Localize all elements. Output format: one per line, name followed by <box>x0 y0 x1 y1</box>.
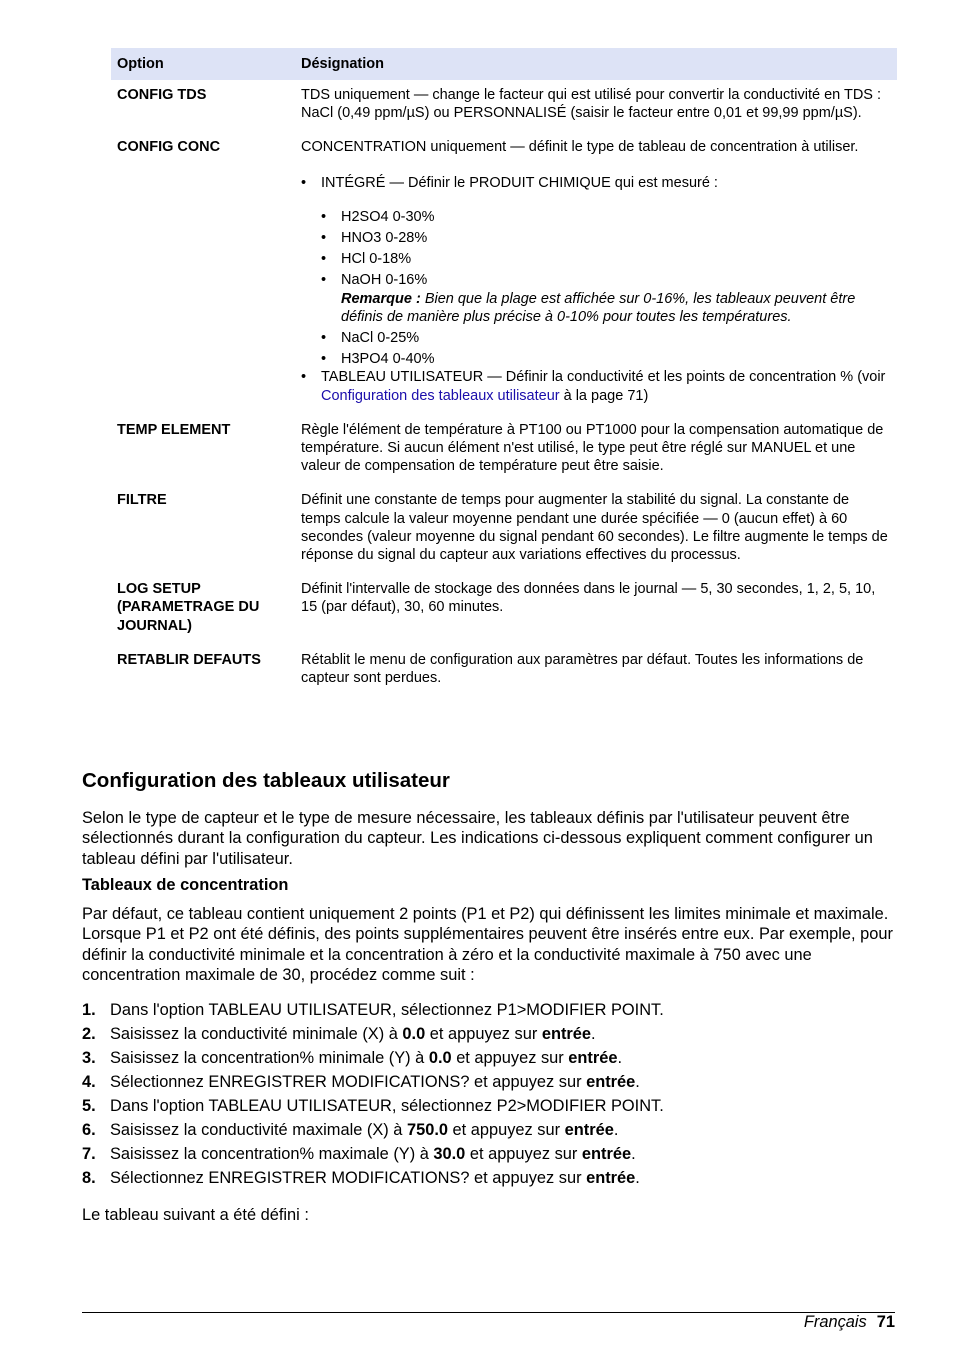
step-text: Saisissez la concentration% minimale (Y) à 0.0 et appuyez sur entrée. <box>110 1049 623 1067</box>
list-item: • HCl 0-18% <box>321 250 891 268</box>
chemical-list <box>321 208 891 369</box>
footer-language: Français <box>803 1313 867 1331</box>
concentration-options-list <box>301 174 891 405</box>
procedure-steps <box>82 1000 664 1192</box>
note <box>341 290 891 326</box>
step-text: Sélectionnez ENREGISTRER MODIFICATIONS? et appuyez sur entrée. <box>110 1169 640 1187</box>
option-description: TDS uniquement — change le facteur qui est utilisé pour convertir la conductivité en TDS : NaCl (0,49 ppm/µS) ou PERSONNALISÉ (saisir le facteur entre 0,01 et 99,99 ppm/µS). <box>301 87 882 122</box>
page-number: 71 <box>876 1313 895 1331</box>
option-name: CONFIG TDS <box>117 87 207 103</box>
section-title: Configuration des tableaux utilisateur <box>82 769 450 792</box>
step-number: 8. <box>82 1169 96 1187</box>
option-name: RETABLIR DEFAUTS <box>117 651 261 668</box>
table-row <box>111 574 897 645</box>
step-item <box>82 1096 664 1120</box>
note-label: Remarque : <box>341 290 421 307</box>
option-description: Définit l'intervalle de stockage des données dans le journal — 5, 30 secondes, 1, 2, 5, 10, 15 (par défaut), 30, 60 minutes. <box>301 581 876 616</box>
section-intro: Selon le type de capteur et le type de mesure nécessaire, les tableaux définis par l'utilisateur peuvent être sélectionnés durant la configuration du capteur. Les indications ci-dessous expliquent comment configurer un tableau défini par l'utilisateur. <box>82 809 873 868</box>
bullet-user-table-page: à la page 71) <box>559 387 649 404</box>
step-text: Dans l'option TABLEAU UTILISATEUR, sélectionnez P2>MODIFIER POINT. <box>110 1097 664 1115</box>
step-number: 4. <box>82 1073 96 1091</box>
step-number: 2. <box>82 1025 96 1043</box>
column-header-designation: Désignation <box>295 48 897 80</box>
table-row <box>111 485 897 574</box>
option-description: Règle l'élément de température à PT100 ou PT1000 pour la compensation automatique de température. Si aucun élément n'est utilisé, le type peut être réglé sur MANUEL et une valeur de compensation de température peut être saisie. <box>301 421 884 475</box>
step-number: 3. <box>82 1049 96 1067</box>
step-number: 7. <box>82 1145 96 1163</box>
step-item <box>82 1000 664 1024</box>
chemical-label: NaOH 0-16% <box>341 272 428 289</box>
step-number: 1. <box>82 1001 96 1019</box>
page-footer <box>804 1312 895 1332</box>
step-number: 5. <box>82 1097 96 1115</box>
option-description: Définit une constante de temps pour augmenter la stabilité du signal. La constante de temps calcule la valeur moyenne pendant une durée spécifiée — 0 (aucun effet) à 60 secondes (valeur moyenne du signal pendant 60 secondes). Le filtre augmente le temps de réponse du signal du capteur aux variations effectives du processus. <box>301 492 888 564</box>
table-header-row <box>111 48 897 80</box>
step-item <box>82 1048 664 1072</box>
step-text: Saisissez la conductivité maximale (X) à 750.0 et appuyez sur entrée. <box>110 1121 619 1139</box>
step-text: Saisissez la conductivité minimale (X) à 0.0 et appuyez sur entrée. <box>110 1025 596 1043</box>
option-description: Rétablit le menu de configuration aux paramètres par défaut. Toutes les informations de capteur sont perdues. <box>301 651 864 687</box>
closing-sentence: Le tableau suivant a été défini : <box>82 1206 309 1224</box>
option-name: LOG SETUP (PARAMETRAGE DU JOURNAL) <box>117 581 260 634</box>
column-header-option: Option <box>111 48 295 80</box>
list-item: • H2SO4 0-30% <box>321 208 891 226</box>
step-item <box>82 1072 664 1096</box>
option-name: TEMP ELEMENT <box>117 421 231 438</box>
option-name: CONFIG CONC <box>117 139 221 156</box>
note-text: Bien que la plage est affichée sur 0-16%, les tableaux peuvent être définis de manière plus précise à 0-10% pour toutes les températures. <box>341 290 856 325</box>
options-table <box>111 48 897 697</box>
option-description: CONCENTRATION uniquement — définit le type de tableau de concentration à utiliser. <box>301 139 859 156</box>
subsection-title: Tableaux de concentration <box>82 876 289 894</box>
list-item: • NaCl 0-25% <box>321 329 891 347</box>
step-text: Dans l'option TABLEAU UTILISATEUR, sélectionnez P1>MODIFIER POINT. <box>110 1001 664 1019</box>
step-item <box>82 1144 664 1168</box>
step-item <box>82 1168 664 1192</box>
step-number: 6. <box>82 1121 96 1139</box>
table-row <box>111 645 897 697</box>
list-item <box>301 368 891 404</box>
step-text: Sélectionnez ENREGISTRER MODIFICATIONS? et appuyez sur entrée. <box>110 1073 640 1091</box>
option-description-block <box>295 132 897 414</box>
subsection-paragraph: Par défaut, ce tableau contient uniquement 2 points (P1 et P2) qui définissent les limites minimale et maximale. Lorsque P1 et P2 ont été définis, des points supplémentaires peuvent être insérés entre eux. Par exemple, pour définir la conductivité minimale et la concentration à zéro et la conductivité maximale à 750 avec une concentration maximale de 30, procédez comme suit : <box>82 905 893 985</box>
bullet-user-table-text: TABLEAU UTILISATEUR — Définir la conductivité et les points de concentration % (voir <box>321 369 886 386</box>
list-item: • H3PO4 0-40% <box>321 350 891 368</box>
list-item <box>301 174 891 369</box>
table-row <box>111 132 897 414</box>
cross-reference-link[interactable]: Configuration des tableaux utilisateur <box>321 387 560 404</box>
step-item <box>82 1024 664 1048</box>
step-text: Saisissez la concentration% maximale (Y) à 30.0 et appuyez sur entrée. <box>110 1145 636 1163</box>
option-name: FILTRE <box>117 492 167 509</box>
list-item: • HNO3 0-28% <box>321 229 891 247</box>
step-item <box>82 1120 664 1144</box>
footer-divider <box>82 1312 895 1313</box>
list-item <box>321 271 891 326</box>
table-row <box>111 415 897 486</box>
bullet-integrated: INTÉGRÉ — Définir le PRODUIT CHIMIQUE qui est mesuré : <box>321 174 718 191</box>
table-row <box>111 80 897 132</box>
